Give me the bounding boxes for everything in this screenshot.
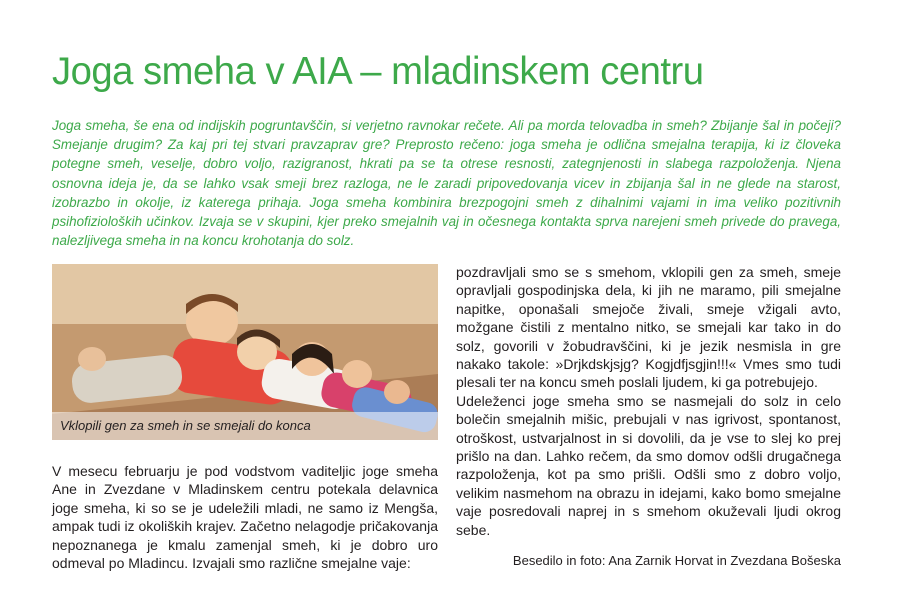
article-photo <box>52 264 438 440</box>
photo-caption: Vklopili gen za smeh in se smejali do konca <box>52 412 438 440</box>
body-paragraph: V mesecu februarju je pod vodstvom vaditeljic joge smeha Ane in Zvezdane v Mladinskem centru potekala delavnica joge smeha, ki so se je udeležili mladi, ne samo iz Mengša, ampak tudi iz okoliških krajev. Začetno nelagodje pričakovanja nepoznanega je kmalu zamenjal smeh, ki je dobro uro odmeval po Mladincu. Izvajali smo različne smejalne vaje: <box>52 463 438 572</box>
body-paragraph: pozdravljali smo se s smehom, vklopili gen za smeh, smeje opravljali gospodinjska dela, ki jih ne maramo, pili smejalne napitke, oponašali smejoče živali, smeje vžigali avto, možgane čistili z mentalno nitko, se smejali kar tako in do solz, govorili v žobudravščini, ki je jezik nesmisla in gre nakako takole: »Drjkdskjsjg? Kogjdfjsgjin!!!« Vmes smo tudi plesali ter na koncu smeh poslali ljudem, ki ga potrebujejo. <box>456 264 841 391</box>
body-column-right <box>456 263 841 539</box>
article-title: Joga smeha v AIA – mladinskem centru <box>52 50 704 93</box>
article-lead: Joga smeha, še ena od indijskih pogruntavščin, si verjetno ravnokar rečete. Ali pa morda telovadba in smeh? Zbijanje šal in počeji? Smejanje drugim? Za kaj pri tej stvari pravzaprav gre? Preprosto rečeno: joga smeha je odlična smejalna terapija, ki iz človeka potegne smeh, veselje, dobro voljo, razigranost, hkrati pa se ta otrese resnosti, zategnjenosti in slabega razpoloženja. Njena osnovna ideja je, da se lahko vsak smeji brez razloga, ne le zaradi pripovedovanja vicev in zbijanja šal in ne glede na starost, izobrazbo in okolje, iz katerega prihaja. Joga smeha kombinira brezpogojni smeh z dihalnimi vajami in ima veliko pozitivnih psihofizioloških učinkov. Izvaja se v skupini, kjer preko smejalnih vaj in očesnega kontakta sprva narejeni smeh privede do pravega, nalezljivega smeha in na koncu krohotanja do solz. <box>52 118 841 249</box>
body-paragraph: Udeleženci joge smeha smo se nasmejali do solz in celo bolečin smejalnih mišic, prebujali v nas igrivost, spontanost, otroškost, ustvarjalnost in si dovolili, da je vse to slej ko prej prišlo na dan. Lahko rečem, da smo domov odšli drugačnega razpoloženja, kot pa smo prišli. Odšli smo z dobro voljo, velikim nasmehom na obrazu in idejami, kako bomo smejalne vaje posredovali naprej in s smehom okuževali ljudi okrog sebe. <box>456 392 841 538</box>
photo-credit: Besedilo in foto: Ana Zarnik Horvat in Zvezdana Bošeska <box>512 553 841 568</box>
body-column-left <box>52 462 438 572</box>
